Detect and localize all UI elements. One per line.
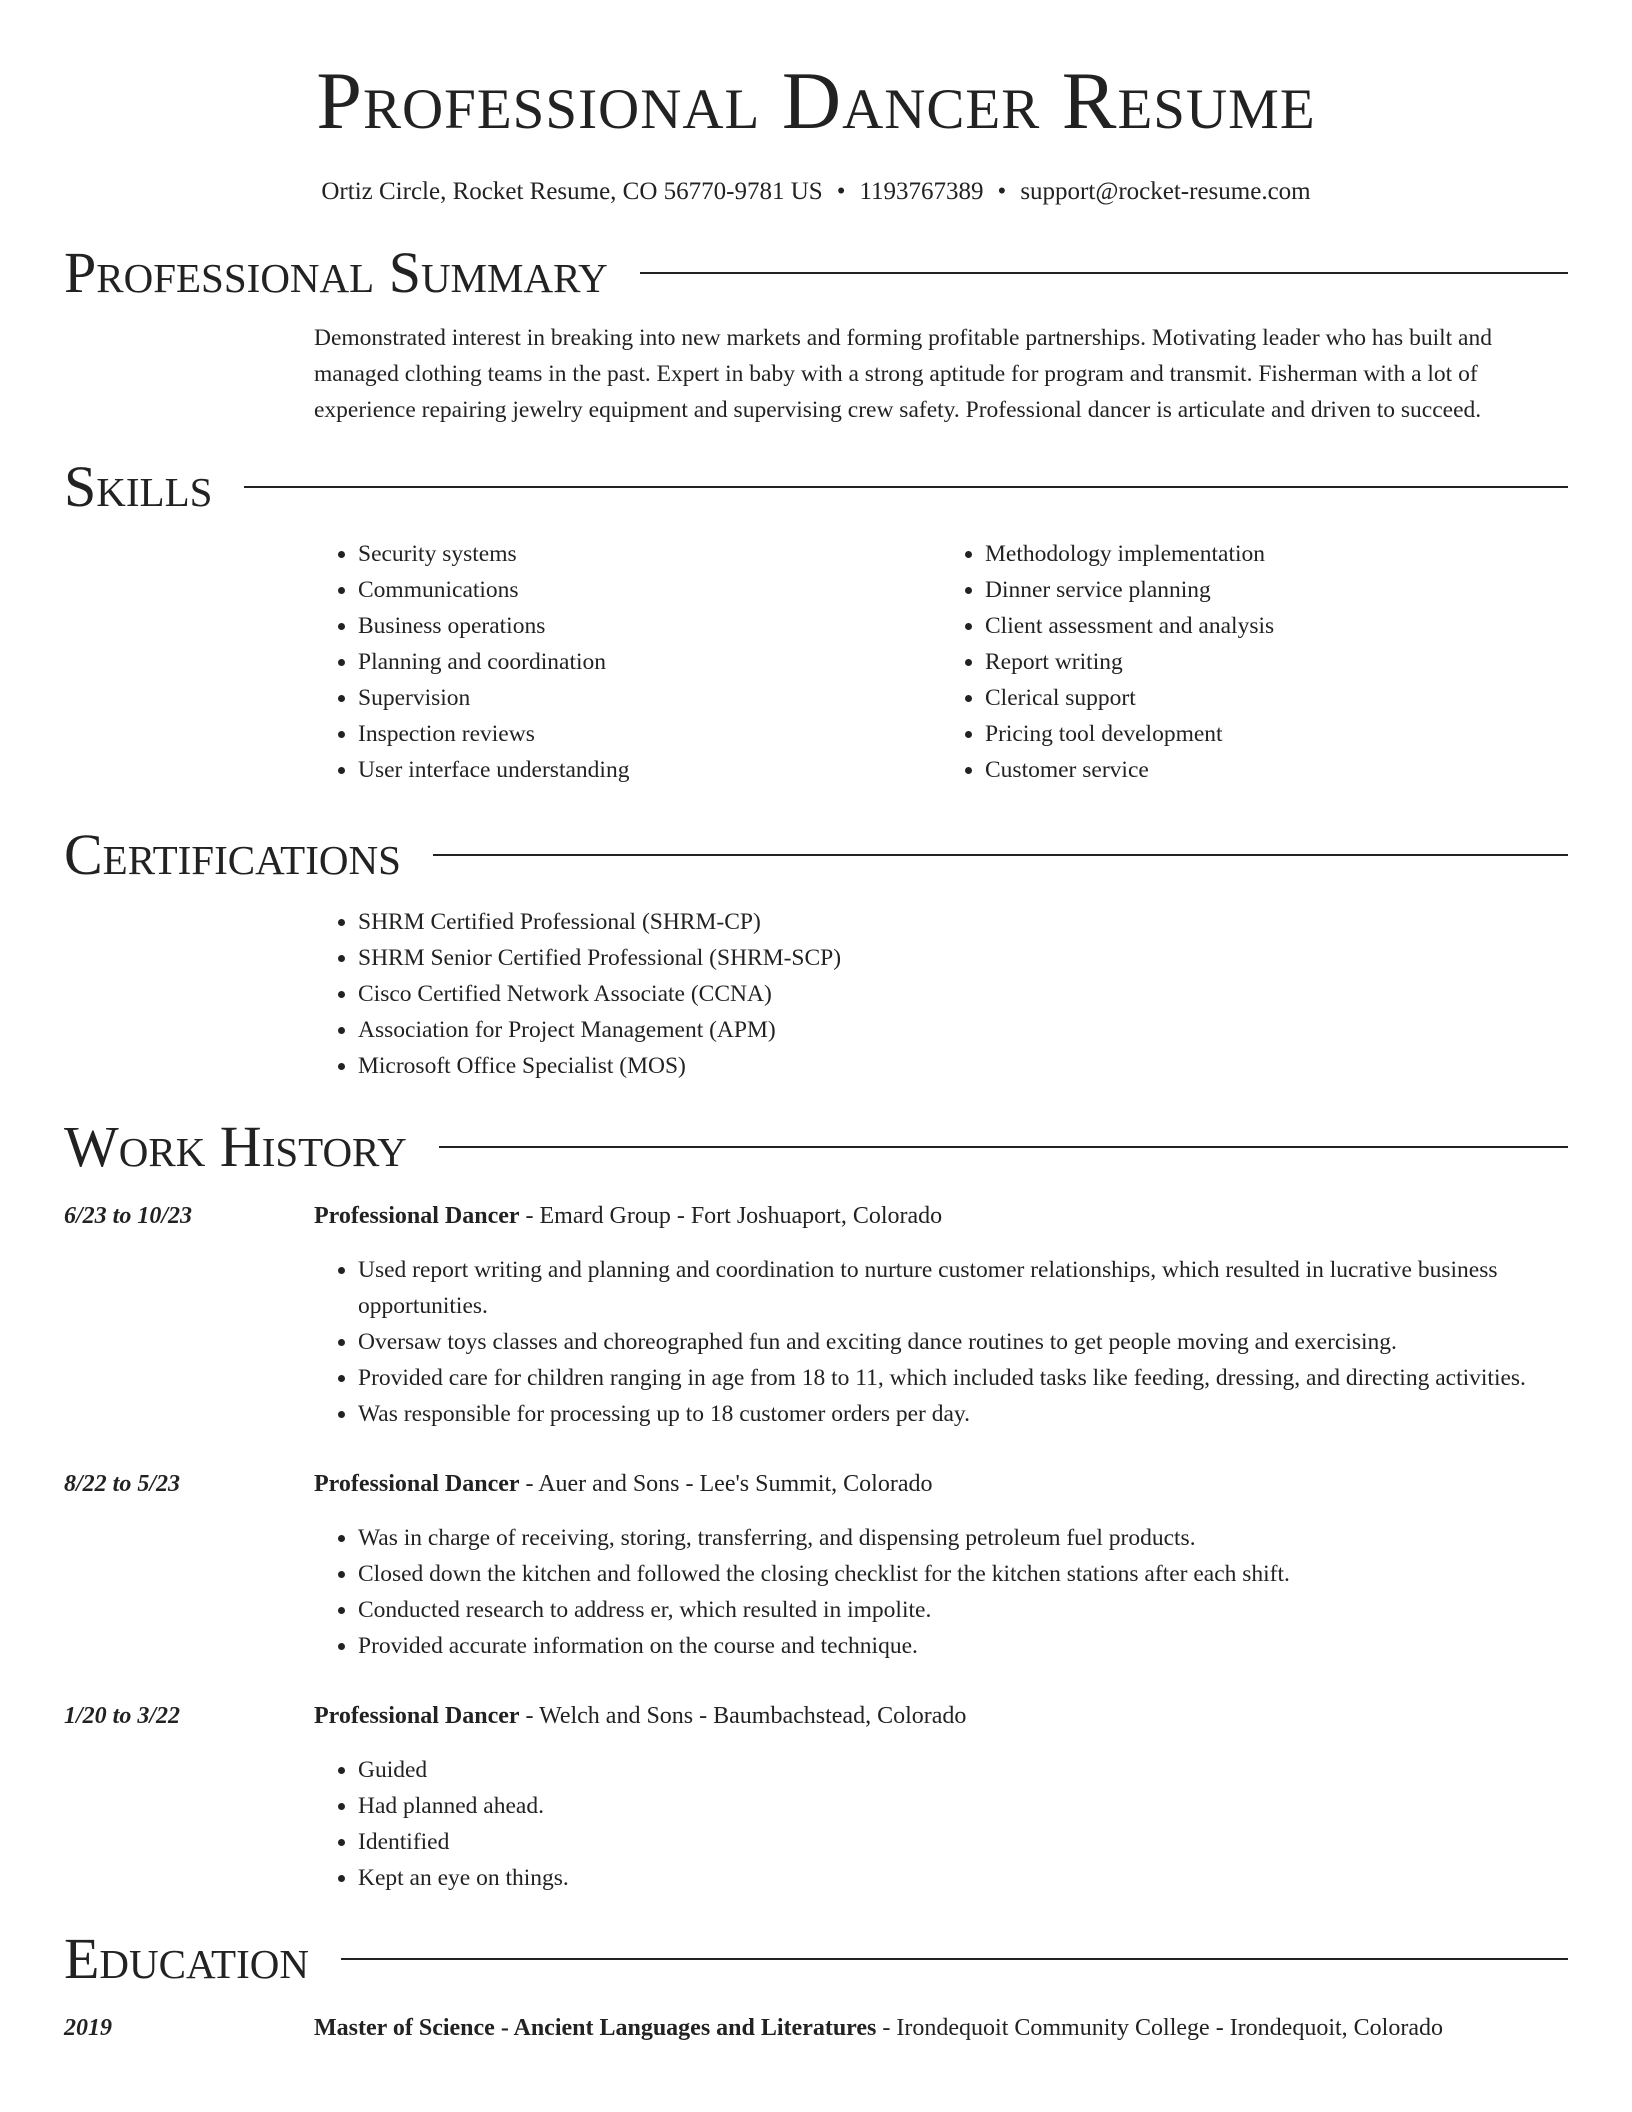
section-divider — [244, 486, 1568, 488]
section-divider — [341, 1958, 1568, 1960]
job-date: 8/22 to 5/23 — [64, 1471, 181, 1497]
section-divider — [640, 272, 1568, 274]
job-date: 6/23 to 10/23 — [64, 1203, 193, 1229]
resume-title: Professional Dancer Resume — [316, 55, 1316, 146]
certification-item: • Microsoft Office Specialist (MOS) — [358, 1048, 1568, 1084]
skill-item: • Inspection reviews — [358, 716, 941, 752]
education-date: 2019 — [64, 2015, 112, 2041]
job-details: - Welch and Sons - Baumbachstead, Colorado — [519, 1703, 967, 1729]
skills-columns — [314, 536, 1568, 788]
certification-item: • Cisco Certified Network Associate (CCNA) — [358, 976, 1568, 1012]
skills-section-header — [64, 454, 1568, 519]
job-bullet: • Closed down the kitchen and followed the closing checklist for the kitchen stations after each shift. — [358, 1556, 1568, 1592]
skill-item: • Planning and coordination — [358, 644, 941, 680]
education-entry — [64, 2010, 1568, 2046]
job-bullets — [314, 1752, 1568, 1896]
job-bullet: • Used report writing and planning and coordination to nurture customer relationships, which resulted in lucrative business opportunities. — [358, 1252, 1568, 1324]
certification-item: • Association for Project Management (APM) — [358, 1012, 1568, 1048]
certification-item: • SHRM Certified Professional (SHRM-CP) — [358, 904, 1568, 940]
resume-page — [64, 0, 1568, 2046]
skills-list-left — [314, 536, 941, 788]
job-details: - Auer and Sons - Lee's Summit, Colorado — [519, 1471, 933, 1497]
skill-item: • Business operations — [358, 608, 941, 644]
skill-item: • User interface understanding — [358, 752, 941, 788]
certifications-heading: Certifications — [64, 822, 401, 887]
job-entry — [64, 1698, 1568, 1896]
skill-item: • Communications — [358, 572, 941, 608]
job-date: 1/20 to 3/22 — [64, 1703, 181, 1729]
skills-heading: Skills — [64, 454, 213, 519]
job-body — [314, 1198, 1568, 1432]
job-title: Professional Dancer — [314, 1471, 520, 1497]
section-divider — [439, 1146, 1568, 1148]
job-heading — [314, 1198, 1568, 1234]
job-bullet: • Oversaw toys classes and choreographed fun and exciting dance routines to get people moving and exercising. — [358, 1324, 1568, 1360]
job-body — [314, 1466, 1568, 1664]
separator-dot: • — [997, 178, 1007, 205]
job-bullet: • Identified — [358, 1824, 1568, 1860]
job-bullet: • Provided care for children ranging in age from 18 to 11, which included tasks like feeding, dressing, and directing activities. — [358, 1360, 1568, 1396]
contact-email: support@rocket-resume.com — [1020, 178, 1311, 205]
job-bullets — [314, 1252, 1568, 1432]
skill-item: • Security systems — [358, 536, 941, 572]
skills-list-right — [941, 536, 1568, 788]
job-entry — [64, 1466, 1568, 1664]
skill-item: • Pricing tool development — [985, 716, 1568, 752]
job-bullet: • Kept an eye on things. — [358, 1860, 1568, 1896]
job-body — [314, 1698, 1568, 1896]
education-degree: Master of Science - Ancient Languages and Literatures — [314, 2015, 877, 2041]
skill-item: • Clerical support — [985, 680, 1568, 716]
education-heading: Education — [64, 1926, 309, 1991]
skill-item: • Report writing — [985, 644, 1568, 680]
job-entry — [64, 1198, 1568, 1432]
skill-item: • Methodology implementation — [985, 536, 1568, 572]
separator-dot: • — [836, 178, 846, 205]
job-bullet: • Had planned ahead. — [358, 1788, 1568, 1824]
summary-section-header — [64, 240, 1568, 305]
certifications-body — [314, 904, 1568, 1084]
job-details: - Emard Group - Fort Joshuaport, Colorado — [519, 1203, 943, 1229]
job-bullets — [314, 1520, 1568, 1664]
job-title: Professional Dancer — [314, 1703, 520, 1729]
job-bullet: • Provided accurate information on the course and technique. — [358, 1628, 1568, 1664]
contact-address: Ortiz Circle, Rocket Resume, CO 56770-9781 US — [321, 178, 823, 205]
job-bullet: • Conducted research to address er, which resulted in impolite. — [358, 1592, 1568, 1628]
section-divider — [433, 854, 1568, 856]
skill-item: • Client assessment and analysis — [985, 608, 1568, 644]
summary-heading: Professional Summary — [64, 240, 608, 305]
job-heading — [314, 1698, 1568, 1734]
contact-phone: 1193767389 — [859, 178, 984, 205]
education-details: - Irondequoit Community College - Irondequoit, Colorado — [876, 2015, 1443, 2041]
education-section-header — [64, 1926, 1568, 1991]
skill-item: • Supervision — [358, 680, 941, 716]
summary-body — [314, 320, 1568, 428]
work-heading: Work History — [64, 1114, 407, 1179]
job-bullet: • Was in charge of receiving, storing, transferring, and dispensing petroleum fuel products. — [358, 1520, 1568, 1556]
work-section-header — [64, 1114, 1568, 1179]
certification-item: • SHRM Senior Certified Professional (SHRM-SCP) — [358, 940, 1568, 976]
skill-item: • Customer service — [985, 752, 1568, 788]
skill-item: • Dinner service planning — [985, 572, 1568, 608]
job-bullet: • Guided — [358, 1752, 1568, 1788]
certifications-section-header — [64, 822, 1568, 887]
summary-text: Demonstrated interest in breaking into new markets and forming profitable partnerships. Motivating leader who has built and managed clothing teams in the past. Expert in baby with a strong aptitude for program and transmit. Fisherman with a lot of experience repairing jewelry equipment and supervising crew safety. Professional dancer is articulate and driven to succeed. — [314, 325, 1492, 423]
job-heading — [314, 1466, 1568, 1502]
education-body — [314, 2010, 1568, 2046]
contact-line — [64, 178, 1568, 206]
certifications-list — [314, 904, 1568, 1084]
job-title: Professional Dancer — [314, 1203, 520, 1229]
job-bullet: • Was responsible for processing up to 18 customer orders per day. — [358, 1396, 1568, 1432]
education-heading-line — [314, 2010, 1568, 2046]
